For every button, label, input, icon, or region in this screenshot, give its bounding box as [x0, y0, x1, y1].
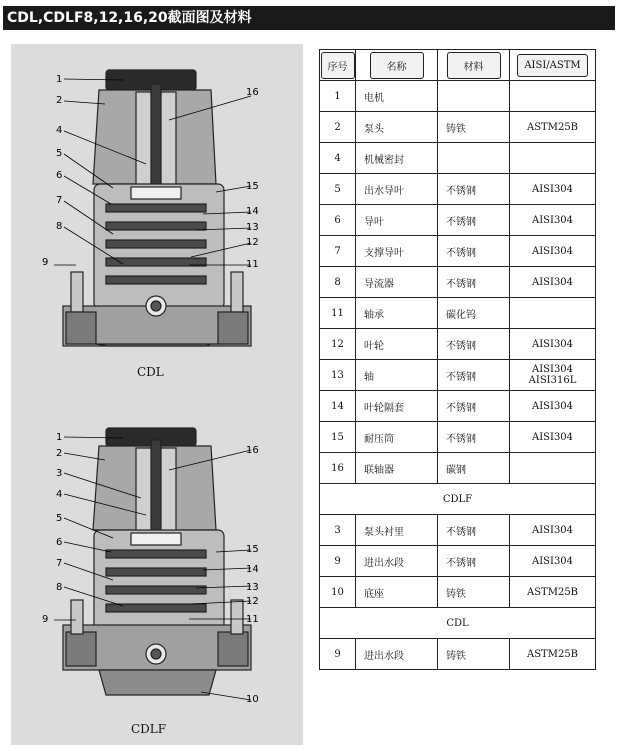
cell-material: 不锈钢 [438, 391, 510, 422]
callout-label: 13 [246, 582, 259, 593]
cell-no: 9 [320, 639, 356, 670]
callout-label: 5 [56, 148, 63, 159]
callout-label: 12 [246, 237, 259, 248]
cell-material: 不锈钢 [438, 267, 510, 298]
cell-material: 铸铁 [438, 577, 510, 608]
callout-label: 1 [56, 432, 63, 443]
cell-standard: ASTM25B [510, 112, 596, 143]
callout-label: 1 [56, 74, 63, 85]
cell-no: 5 [320, 174, 356, 205]
cell-name: 出水导叶 [356, 174, 438, 205]
callout-label: 3 [56, 468, 63, 479]
table-row [320, 422, 596, 453]
cell-material: 不锈钢 [438, 205, 510, 236]
callout-label: 7 [56, 558, 63, 569]
table-header-row [320, 50, 596, 81]
table-section-row [320, 608, 596, 639]
cell-standard [510, 81, 596, 112]
callout-label: 10 [246, 694, 259, 705]
diagram-caption-cdlf: CDLF [131, 722, 167, 736]
callout-label: 4 [56, 125, 63, 136]
cell-material [438, 143, 510, 174]
cell-name: 机械密封 [356, 143, 438, 174]
cell-material: 不锈钢 [438, 360, 510, 391]
header-standard: AISI/ASTM [510, 50, 596, 81]
callout-label: 2 [56, 95, 63, 106]
callout-label: 9 [42, 614, 49, 625]
cell-standard: AISI304 [510, 546, 596, 577]
table-row [320, 515, 596, 546]
materials-table [319, 49, 596, 670]
callout-label: 8 [56, 582, 63, 593]
callout-label: 16 [246, 445, 259, 456]
callout-label: 9 [42, 257, 49, 268]
cell-name: 叶轮隔套 [356, 391, 438, 422]
cell-name: 导叶 [356, 205, 438, 236]
table-row [320, 236, 596, 267]
callout-label: 7 [56, 195, 63, 206]
cell-no: 12 [320, 329, 356, 360]
cell-no: 6 [320, 205, 356, 236]
cell-standard [510, 298, 596, 329]
table-row [320, 391, 596, 422]
cell-no: 4 [320, 143, 356, 174]
cell-material: 不锈钢 [438, 236, 510, 267]
cell-no: 2 [320, 112, 356, 143]
table-row [320, 112, 596, 143]
callout-label: 16 [246, 87, 259, 98]
title-bar [0, 0, 618, 36]
cell-no: 9 [320, 546, 356, 577]
table-row [320, 577, 596, 608]
table-row [320, 546, 596, 577]
cell-material: 不锈钢 [438, 422, 510, 453]
callout-label: 15 [246, 544, 259, 555]
table-row [320, 143, 596, 174]
cell-material: 铸铁 [438, 639, 510, 670]
section-label: CDL [320, 608, 596, 639]
diagram-caption-cdl: CDL [137, 365, 164, 379]
cell-no: 16 [320, 453, 356, 484]
cell-standard: AISI304 [510, 174, 596, 205]
callout-label: 11 [246, 259, 259, 270]
cell-standard: AISI304 [510, 267, 596, 298]
callout-label: 6 [56, 537, 63, 548]
cell-name: 叶轮 [356, 329, 438, 360]
cell-material: 碳钢 [438, 453, 510, 484]
cell-no: 15 [320, 422, 356, 453]
cell-standard: ASTM25B [510, 639, 596, 670]
cell-name: 进出水段 [356, 546, 438, 577]
cell-material: 不锈钢 [438, 174, 510, 205]
cell-no: 8 [320, 267, 356, 298]
cell-name: 耐压筒 [356, 422, 438, 453]
callout-label: 12 [246, 596, 259, 607]
table-row [320, 205, 596, 236]
callout-label: 14 [246, 564, 259, 575]
table-row [320, 329, 596, 360]
cell-standard: AISI304 [510, 515, 596, 546]
header-material: 材料 [438, 50, 510, 81]
cell-standard [510, 453, 596, 484]
cell-material: 不锈钢 [438, 329, 510, 360]
table-row [320, 360, 596, 391]
cell-no: 7 [320, 236, 356, 267]
section-label: CDLF [320, 484, 596, 515]
table-row [320, 639, 596, 670]
cell-standard: AISI304 [510, 422, 596, 453]
cell-name: 联轴器 [356, 453, 438, 484]
header-no: 序号 [320, 50, 356, 81]
cell-name: 泵头 [356, 112, 438, 143]
header-name: 名称 [356, 50, 438, 81]
table-body [320, 81, 596, 670]
callout-label: 14 [246, 206, 259, 217]
cell-name: 导流器 [356, 267, 438, 298]
table-section-row [320, 484, 596, 515]
cell-material: 不锈钢 [438, 546, 510, 577]
cell-name: 泵头衬里 [356, 515, 438, 546]
callout-label: 8 [56, 221, 63, 232]
table-row [320, 453, 596, 484]
pump-diagram-cdlf [11, 420, 303, 720]
cell-material [438, 81, 510, 112]
cell-material: 碳化钨 [438, 298, 510, 329]
cell-name: 轴承 [356, 298, 438, 329]
cell-standard: AISI304 [510, 205, 596, 236]
callout-label: 2 [56, 448, 63, 459]
cell-standard: ASTM25B [510, 577, 596, 608]
cell-no: 11 [320, 298, 356, 329]
cell-name: 电机 [356, 81, 438, 112]
cell-no: 3 [320, 515, 356, 546]
cell-standard: AISI304 [510, 391, 596, 422]
table-row [320, 174, 596, 205]
cell-standard: AISI304 [510, 329, 596, 360]
table-row [320, 81, 596, 112]
cell-no: 13 [320, 360, 356, 391]
table-row [320, 267, 596, 298]
cell-no: 1 [320, 81, 356, 112]
cell-standard: AISI304 [510, 236, 596, 267]
callout-label: 15 [246, 181, 259, 192]
cell-name: 轴 [356, 360, 438, 391]
cell-name: 进出水段 [356, 639, 438, 670]
table-row [320, 298, 596, 329]
cell-no: 10 [320, 577, 356, 608]
page-title: CDL,CDLF8,12,16,20截面图及材料 [7, 10, 252, 26]
callout-label: 6 [56, 170, 63, 181]
callout-label: 11 [246, 614, 259, 625]
cell-name: 支撑导叶 [356, 236, 438, 267]
cell-material: 铸铁 [438, 112, 510, 143]
cell-name: 底座 [356, 577, 438, 608]
cell-standard [510, 143, 596, 174]
callout-label: 13 [246, 222, 259, 233]
pump-diagram-cdl [11, 44, 303, 394]
cell-material: 不锈钢 [438, 515, 510, 546]
callout-label: 5 [56, 513, 63, 524]
cell-no: 14 [320, 391, 356, 422]
callout-label: 4 [56, 489, 63, 500]
cell-standard: AISI304 AISI316L [510, 360, 596, 391]
